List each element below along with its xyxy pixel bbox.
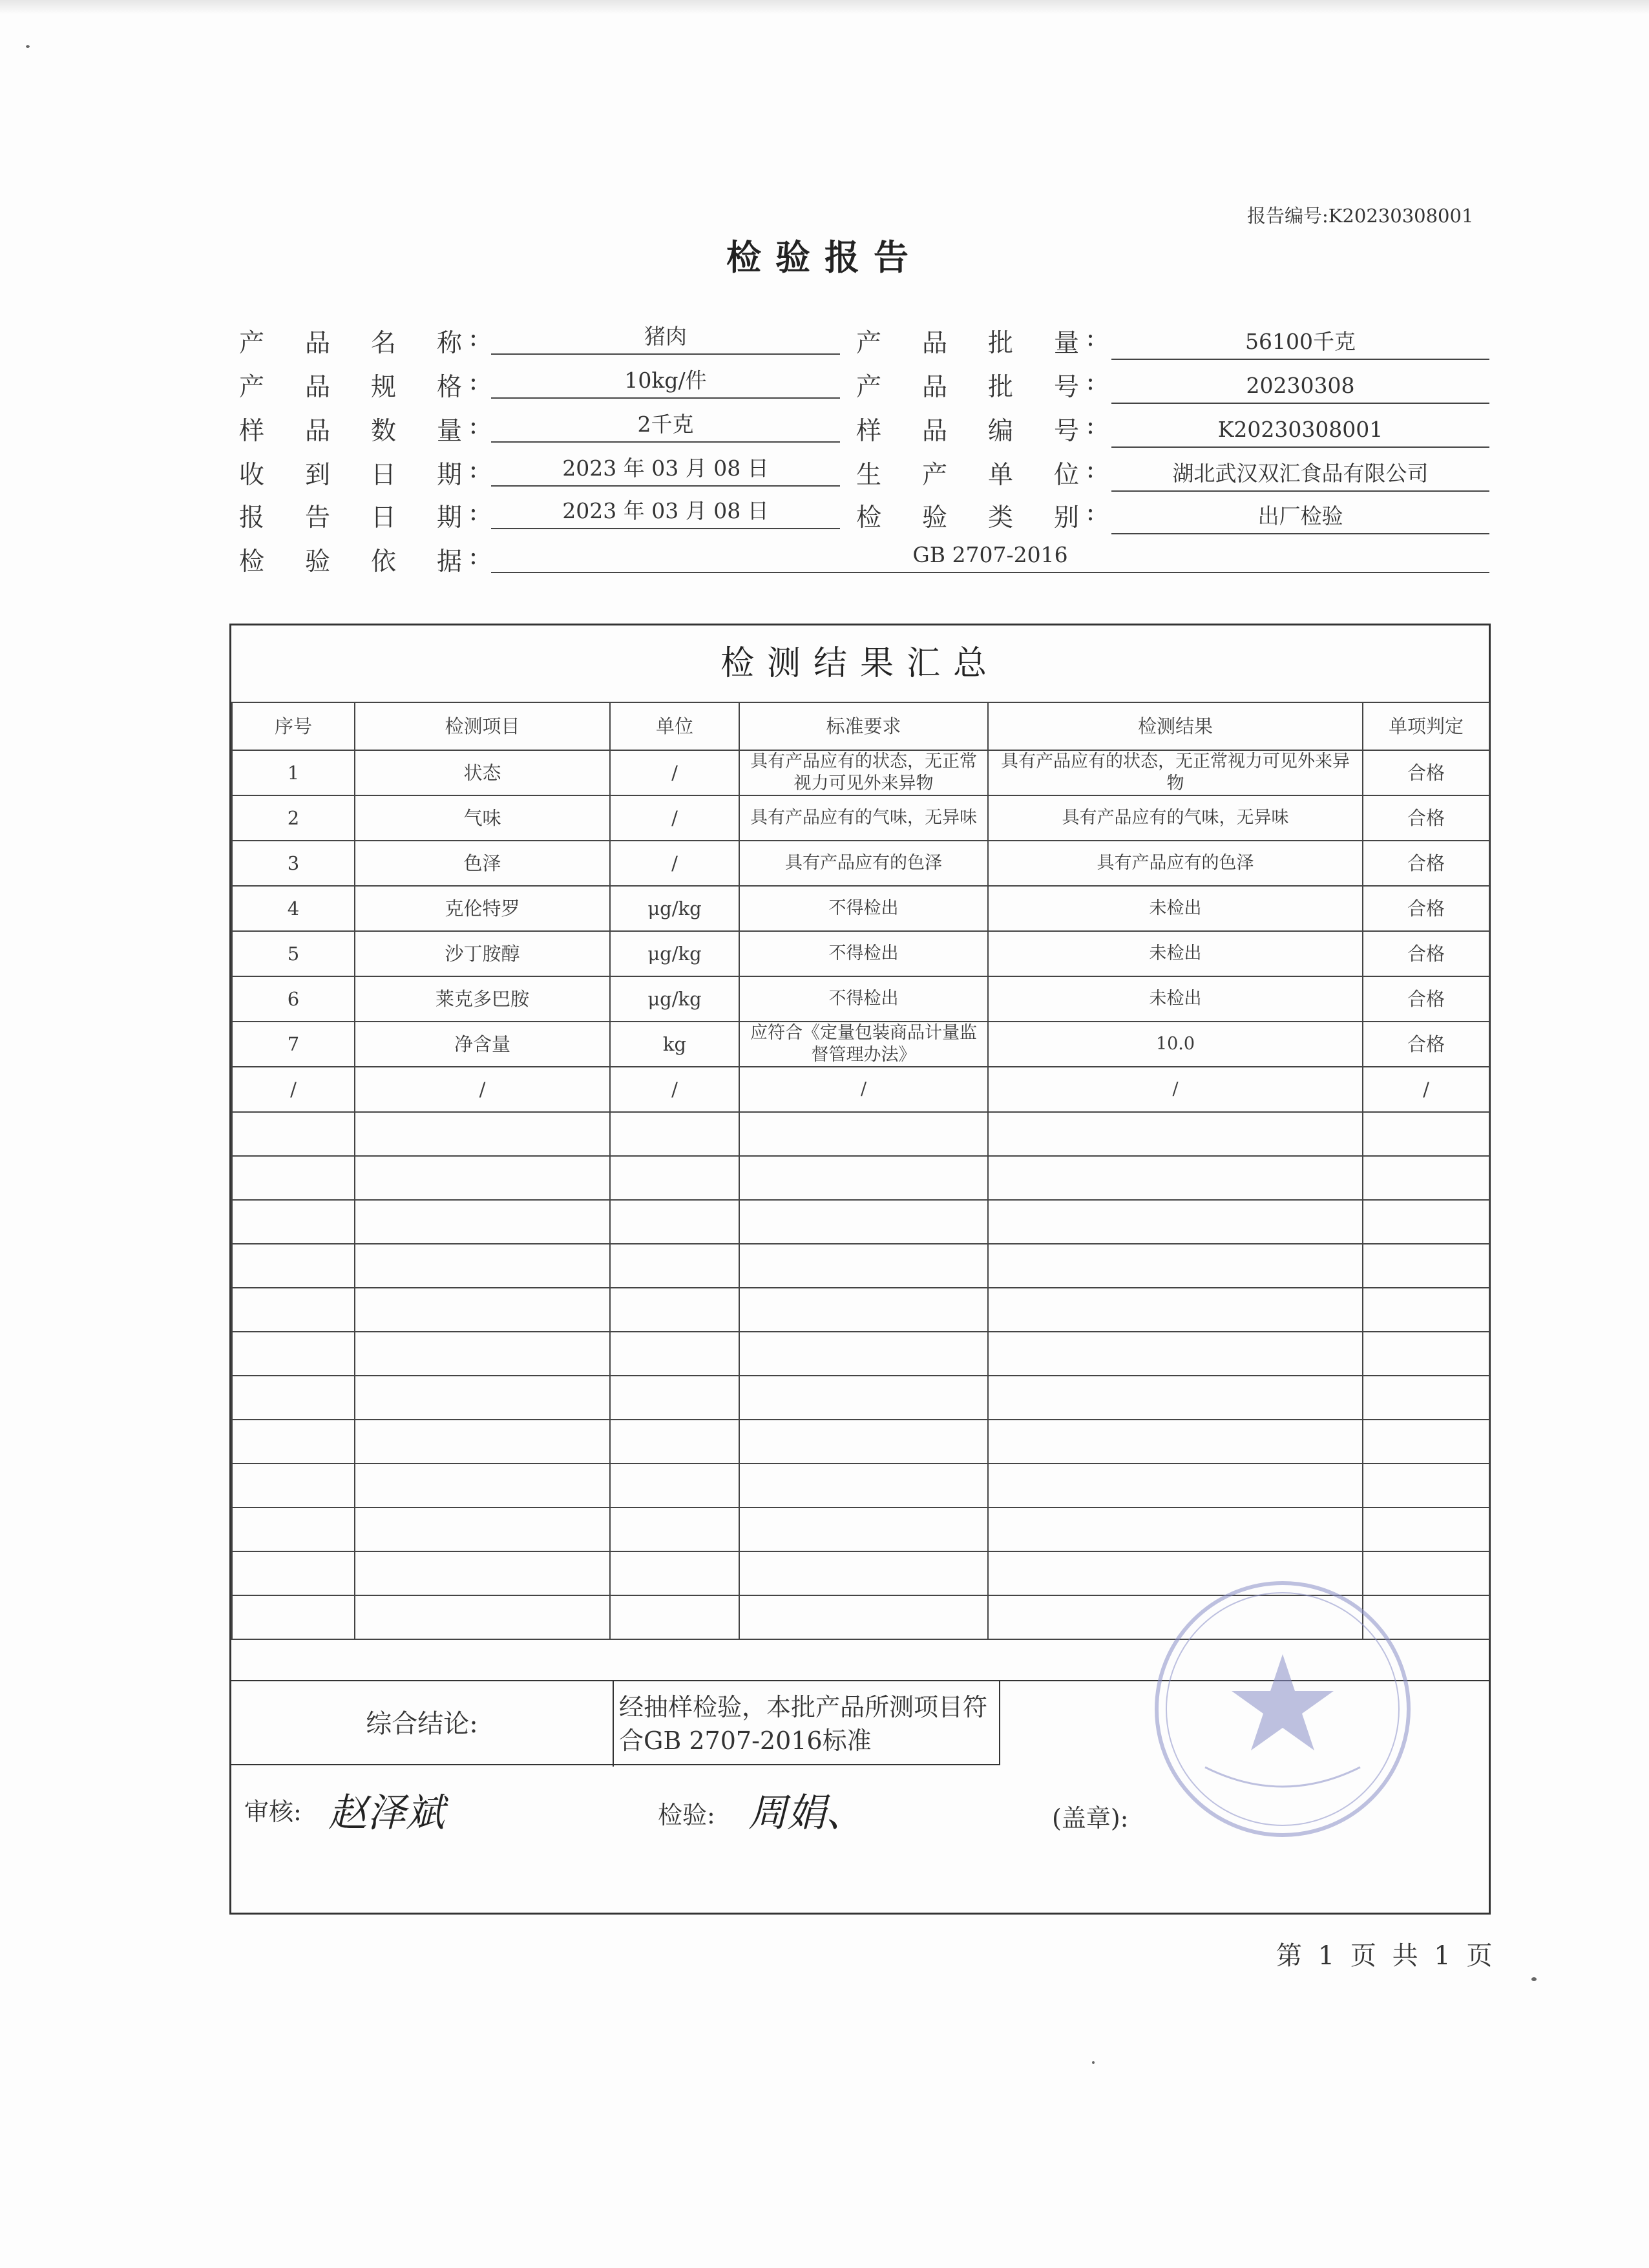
table-cell [232, 1332, 355, 1376]
blank-row [232, 1156, 1489, 1200]
label-char: 号 [1053, 373, 1079, 402]
table-cell: 具有产品应有的色泽 [739, 841, 988, 886]
blank-row [232, 1507, 1489, 1551]
table-cell: / [610, 1067, 739, 1112]
reviewer-label: 审核: [244, 1798, 302, 1826]
table-cell: 合格 [1363, 976, 1489, 1022]
table-row [232, 1022, 1489, 1067]
blank-row [232, 1112, 1489, 1156]
table-cell: 未检出 [988, 886, 1363, 931]
table-cell [232, 1200, 355, 1244]
table-row [232, 795, 1489, 841]
label-inspection-type: 检 验 类 别 : [856, 498, 1095, 532]
label-report-date: 报 告 日 期 : [239, 498, 478, 532]
table-cell: 具有产品应有的状态，无正常视力可见外来异物 [739, 750, 988, 795]
report-title: 检验报告 [726, 236, 923, 278]
blank-row [232, 1288, 1489, 1332]
value-receive-date: 2023 年 03 月 08 日 [491, 452, 840, 487]
label-char: 批 [987, 329, 1013, 358]
table-cell [610, 1551, 739, 1595]
table-cell: 不得检出 [739, 886, 988, 931]
table-cell: 沙丁胺醇 [355, 931, 610, 976]
label-char: 品 [921, 373, 947, 402]
table-row [232, 886, 1489, 931]
label-char: 验 [921, 503, 947, 532]
label-sample-no: 样 品 编 号 : [856, 411, 1095, 446]
table-cell [232, 1595, 355, 1639]
table-row [232, 976, 1489, 1022]
label-char: 名 [370, 329, 396, 358]
conclusion-text: 经抽样检验，本批产品所测项目符合GB 2707-2016标准 [613, 1680, 1000, 1765]
column-header: 标准要求 [739, 702, 988, 750]
table-cell: 色泽 [355, 841, 610, 886]
table-cell: 未检出 [988, 976, 1363, 1022]
table-cell [1363, 1507, 1489, 1551]
table-cell [355, 1376, 610, 1420]
table-cell: 具有产品应有的气味，无异味 [739, 795, 988, 841]
label-char: 日 [370, 503, 396, 532]
table-cell [988, 1332, 1363, 1376]
column-header: 检测结果 [988, 702, 1363, 750]
table-cell [610, 1376, 739, 1420]
label-char: 样 [239, 417, 265, 446]
label-batch-quantity: 产 品 批 量 : [856, 323, 1095, 358]
table-cell [1363, 1420, 1489, 1464]
table-cell [1363, 1244, 1489, 1288]
label-char: 报 [239, 503, 265, 532]
label-char: 依 [370, 547, 396, 576]
table-cell [1363, 1200, 1489, 1244]
label-char: 号 [1053, 417, 1079, 446]
table-cell [610, 1332, 739, 1376]
table-cell [988, 1420, 1363, 1464]
label-char: 期 [436, 503, 462, 532]
label-char: 产 [856, 373, 882, 402]
label-char: 规 [370, 373, 396, 402]
value-report-date: 2023 年 03 月 08 日 [491, 494, 840, 529]
table-cell [232, 1244, 355, 1288]
table-cell [610, 1156, 739, 1200]
label-batch-no: 产 品 批 号 : [856, 367, 1095, 402]
column-header: 序号 [232, 702, 355, 750]
table-cell: 合格 [1363, 841, 1489, 886]
table-cell [1363, 1332, 1489, 1376]
label-char: 编 [987, 417, 1013, 446]
value-product-name: 猪肉 [491, 320, 840, 355]
blank-row [232, 1332, 1489, 1376]
table-cell [739, 1551, 988, 1595]
table-cell [610, 1595, 739, 1639]
table-cell [739, 1507, 988, 1551]
table-cell: / [739, 1067, 988, 1112]
table-cell: / [988, 1067, 1363, 1112]
label-char: 期 [436, 461, 462, 490]
table-cell [988, 1112, 1363, 1156]
label-char: 日 [370, 461, 396, 490]
table-cell [355, 1420, 610, 1464]
label-char: 称 [436, 329, 462, 358]
table-cell: 未检出 [988, 931, 1363, 976]
scan-speck [1531, 1977, 1537, 1981]
column-header: 单位 [610, 702, 739, 750]
table-cell [988, 1376, 1363, 1420]
table-cell: 具有产品应有的状态，无正常视力可见外来异物 [988, 750, 1363, 795]
label-char: 检 [856, 503, 882, 532]
label-char: 品 [304, 329, 330, 358]
label-spec: 产 品 规 格 : [239, 367, 478, 402]
table-cell: 合格 [1363, 1022, 1489, 1067]
label-char: 格 [436, 373, 462, 402]
table-cell [988, 1464, 1363, 1507]
inspector-signature: 周娟、 [748, 1790, 865, 1836]
label-receive-date: 收 到 日 期 : [239, 455, 478, 490]
table-cell: 应符合《定量包装商品计量监督管理办法》 [739, 1022, 988, 1067]
table-cell [739, 1156, 988, 1200]
table-cell: 合格 [1363, 795, 1489, 841]
table-cell: / [610, 750, 739, 795]
table-cell [232, 1288, 355, 1332]
results-title: 检测结果汇总 [231, 625, 1489, 703]
table-cell [355, 1244, 610, 1288]
label-char: 产 [921, 461, 947, 490]
table-cell [355, 1288, 610, 1332]
table-cell: 3 [232, 841, 355, 886]
label-char: 检 [239, 547, 265, 576]
table-cell: 合格 [1363, 931, 1489, 976]
table-row [232, 931, 1489, 976]
table-cell [1363, 1376, 1489, 1420]
results-table [231, 702, 1490, 1640]
label-char: 品 [304, 373, 330, 402]
table-cell [610, 1244, 739, 1288]
label-char: 样 [856, 417, 882, 446]
table-cell [355, 1595, 610, 1639]
table-cell [232, 1507, 355, 1551]
table-cell [355, 1112, 610, 1156]
table-row [232, 841, 1489, 886]
table-cell [1363, 1464, 1489, 1507]
table-cell [232, 1420, 355, 1464]
seal-label: (盖章): [1052, 1804, 1129, 1832]
label-char: 位 [1053, 461, 1079, 490]
divider [231, 1764, 1000, 1765]
table-cell: 7 [232, 1022, 355, 1067]
table-cell [610, 1507, 739, 1551]
column-header: 检测项目 [355, 702, 610, 750]
table-cell: 具有产品应有的气味，无异味 [988, 795, 1363, 841]
table-cell [739, 1244, 988, 1288]
label-char: 量 [436, 417, 462, 446]
scan-speck [26, 45, 30, 48]
table-cell [739, 1112, 988, 1156]
label-char: 别 [1053, 503, 1079, 532]
reviewer-signature: 赵泽斌 [328, 1790, 445, 1836]
table-cell: 具有产品应有的色泽 [988, 841, 1363, 886]
label-char: 产 [856, 329, 882, 358]
table-cell [232, 1156, 355, 1200]
table-cell [739, 1420, 988, 1464]
label-char: 告 [304, 503, 330, 532]
table-cell [610, 1464, 739, 1507]
company-seal [1147, 1573, 1418, 1845]
table-cell: / [610, 841, 739, 886]
table-cell: μg/kg [610, 886, 739, 931]
table-cell: 莱克多巴胺 [355, 976, 610, 1022]
column-header: 单项判定 [1363, 702, 1489, 750]
table-cell: 5 [232, 931, 355, 976]
table-cell [739, 1200, 988, 1244]
blank-row [232, 1244, 1489, 1288]
table-cell: / [232, 1067, 355, 1112]
label-producer: 生 产 单 位 : [856, 455, 1095, 490]
label-char: 产 [239, 329, 265, 358]
table-cell: 不得检出 [739, 931, 988, 976]
table-cell [355, 1507, 610, 1551]
table-cell [988, 1288, 1363, 1332]
table-cell: / [610, 795, 739, 841]
table-cell [232, 1551, 355, 1595]
table-cell [1363, 1156, 1489, 1200]
conclusion-label: 综合结论: [231, 1680, 614, 1767]
label-char: 验 [304, 547, 330, 576]
table-cell [739, 1595, 988, 1639]
label-char: 量 [1053, 329, 1079, 358]
table-cell: / [1363, 1067, 1489, 1112]
table-cell [355, 1200, 610, 1244]
table-cell [988, 1156, 1363, 1200]
table-cell: μg/kg [610, 976, 739, 1022]
report-number: 报告编号:K20230308001 [1247, 205, 1474, 227]
label-char: 品 [921, 417, 947, 446]
table-cell [355, 1551, 610, 1595]
table-cell [355, 1156, 610, 1200]
table-cell [739, 1288, 988, 1332]
table-cell [739, 1376, 988, 1420]
table-cell [1363, 1288, 1489, 1332]
table-cell: / [355, 1067, 610, 1112]
table-cell [610, 1200, 739, 1244]
value-batch-no: 20230308 [1111, 369, 1489, 404]
table-cell: 10.0 [988, 1022, 1363, 1067]
blank-row [232, 1420, 1489, 1464]
table-cell [355, 1464, 610, 1507]
value-basis: GB 2707-2016 [491, 538, 1489, 573]
label-basis: 检 验 依 据 : [239, 541, 478, 576]
table-cell: 状态 [355, 750, 610, 795]
value-inspection-type: 出厂检验 [1111, 499, 1489, 534]
page-number: 第 1 页 共 1 页 [1276, 1941, 1497, 1971]
table-cell [232, 1464, 355, 1507]
value-sample-no: K20230308001 [1111, 413, 1489, 448]
label-char: 生 [856, 461, 882, 490]
table-cell [988, 1507, 1363, 1551]
value-sample-qty: 2千克 [491, 408, 840, 443]
table-header-row [232, 702, 1489, 750]
value-spec: 10kg/件 [491, 364, 840, 399]
label-char: 据 [436, 547, 462, 576]
label-char: 品 [921, 329, 947, 358]
table-cell [355, 1332, 610, 1376]
blank-row [232, 1200, 1489, 1244]
table-cell [739, 1332, 988, 1376]
table-cell: μg/kg [610, 931, 739, 976]
table-cell: 不得检出 [739, 976, 988, 1022]
table-cell [988, 1244, 1363, 1288]
table-cell: 4 [232, 886, 355, 931]
label-sample-qty: 样 品 数 量 : [239, 411, 478, 446]
value-batch-quantity: 56100千克 [1111, 325, 1489, 360]
scan-speck [1092, 2061, 1095, 2064]
table-cell [232, 1112, 355, 1156]
label-char: 收 [239, 461, 265, 490]
scan-edge [0, 0, 1649, 14]
label-product-name: 产 品 名 称 : [239, 323, 478, 358]
value-producer: 湖北武汉双汇食品有限公司 [1111, 457, 1489, 492]
label-char: 到 [304, 461, 330, 490]
table-cell [988, 1200, 1363, 1244]
table-cell [1363, 1112, 1489, 1156]
table-cell: 克伦特罗 [355, 886, 610, 931]
table-cell [610, 1288, 739, 1332]
blank-row [232, 1464, 1489, 1507]
table-cell: 1 [232, 750, 355, 795]
table-cell [610, 1112, 739, 1156]
table-cell: 气味 [355, 795, 610, 841]
label-char: 产 [239, 373, 265, 402]
table-row [232, 1067, 1489, 1112]
table-cell [739, 1464, 988, 1507]
label-char: 数 [370, 417, 396, 446]
table-body [232, 750, 1489, 1639]
table-cell: kg [610, 1022, 739, 1067]
table-cell: 合格 [1363, 886, 1489, 931]
table-cell [610, 1420, 739, 1464]
label-char: 单 [987, 461, 1013, 490]
table-cell: 合格 [1363, 750, 1489, 795]
inspector-label: 检验: [658, 1801, 715, 1829]
label-char: 品 [304, 417, 330, 446]
label-char: 类 [987, 503, 1013, 532]
table-row [232, 750, 1489, 795]
table-cell: 净含量 [355, 1022, 610, 1067]
blank-row [232, 1376, 1489, 1420]
table-cell: 6 [232, 976, 355, 1022]
label-char: 批 [987, 373, 1013, 402]
table-cell [232, 1376, 355, 1420]
table-cell: 2 [232, 795, 355, 841]
